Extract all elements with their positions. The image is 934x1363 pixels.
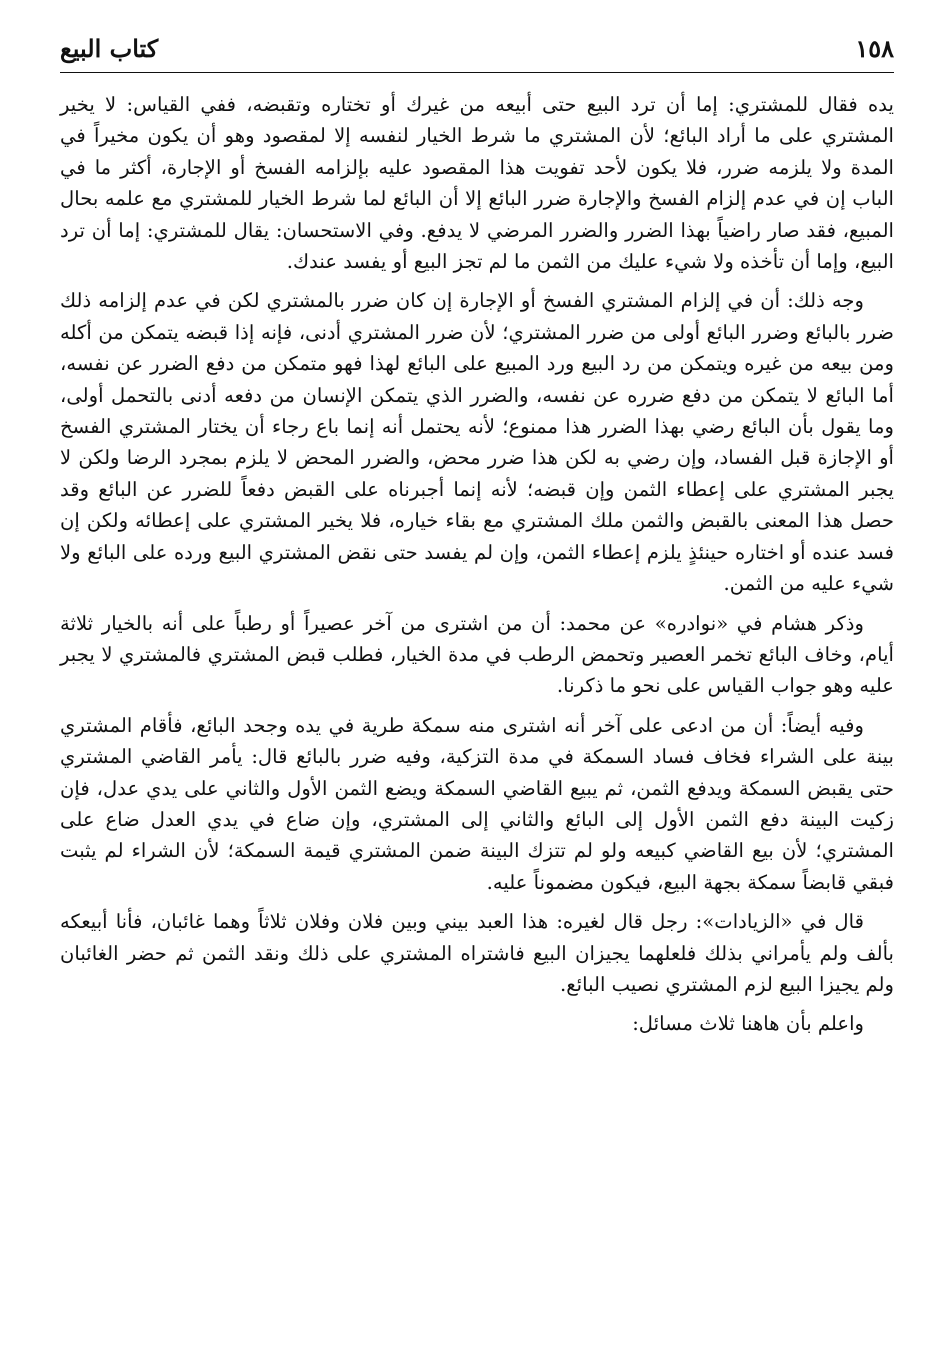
running-title: كتاب البيع [60,34,159,63]
paragraph-three-issues: واعلم بأن هاهنا ثلاث مسائل: [632,1012,864,1036]
paragraph-hisham-nawadir: وذكر هشام في «نوادره» عن محمد: أن من اشترى من آخر عصيراً أو رطباً على أنه بالخيار ثلاثة أيام، وخاف البائع تخمر العصير وتحمض الرطب في مدة الخيار، فطلب قبض المشتري فالمشتري لا يجبر عليه وهو جواب القياس على نحو ما ذكرنا. [60,611,894,698]
paragraph-ziyadat: قال في «الزيادات»: رجل قال لغيره: هذا العبد بيني وبين فلان وفلان ثلاثاً وهما غائبان، فأنا أبيعكه بألف ولم يأمراني بذلك فلعلهما يجيزان البيع فاشتراه المشتري على ذلك ونقد الثمن ثم حضر الغائبان ولم يجيزا البيع لزم المشتري نصيب البائع. [60,910,894,996]
paragraph-continuation: يده فقال للمشتري: إما أن ترد البيع حتى أبيعه من غيرك أو تختاره وتقبضه، ففي القياس: لا يخير المشتري على ما أراد البائع؛ لأن المشتري ما شرط الخيار لنفسه إلا لمقصود وهو أن يكون مخيراً في المدة ولا يلزمه ضرر، فلا يكون لأحد تفويت هذا المقصود عليه بإلزامه الفسخ أو الإجارة، أكثر ما في الباب إن في عدم إلزام الفسخ والإجارة ضرر البائع إلا أن البائع لما شرط الخيار للمشتري مع علمه بحال المبيع، فقد صار راضياً بهذا الضرر والضرر المرضي لا يدفع. وفي الاستحسان: يقال للمشتري: إما أن ترد البيع، وإما أن تأخذه ولا شيء عليك من الثمن ما لم تجز البيع أو يفسد عندك. [60,93,894,274]
page-number: ١٥٨ [855,34,894,63]
body-text [60,89,894,1040]
page-header [60,28,894,73]
book-page [60,28,894,1348]
paragraph-reasoning: وجه ذلك: أن في إلزام المشتري الفسخ أو الإجارة إن كان ضرر بالمشتري لكن في عدم إلزامه ذلك ضرر بالبائع وضرر البائع أولى من ضرر المشتري؛ لأن ضرر المشتري أدنى، فإنه إذا قبضه يتمكن من أكله ومن بيعه من غيره ويتمكن من رد البيع ورد المبيع على البائع لهذا فهو متمكن من دفع الضرر عن نفسه، أما البائع لا يتمكن من دفع ضرره عن نفسه، والضرر الذي يتمكن الإنسان من دفعه أدنى بالتحمل أولى، وما يقول بأن البائع رضي بهذا الضرر هذا ممنوع؛ لأنه يحتمل أنه إنما باع رجاء أن يختار المشتري الفسخ أو الإجازة قبل الفساد، وإن رضي به لكن هذا ضرر محض، والضرر المحض لا يلزم بمجرد الرضا ولكن لا يجبر المشتري على إعطاء الثمن وإن قبضه؛ لأنه إنما أجبرناه على القبض دفعاً للضرر عن البائع وقد حصل هذا المعنى بالقبض والثمن ملك المشتري مع بقاء خياره، فلا يخير المشتري على إعطائه ولكن إن فسد عنده أو اختاره حينئذٍ يلزم إعطاء الثمن، وإن لم يفسد حتى نقض المشتري البيع ورده على البائع ولا شيء عليه من الثمن. [60,289,894,596]
paragraph-fish-case: وفيه أيضاً: أن من ادعى على آخر أنه اشترى منه سمكة طرية في يده وجحد البائع، فأقام المشتري بينة على الشراء فخاف فساد السمكة في مدة التزكية، وفيه ضرر بالبائع قال: يأمر القاضي المشتري حتى يقبض السمكة ويدفع الثمن، ثم يبيع القاضي السمكة ويضع الثمن الأول والثاني على يدي عدل، فإن زكيت البينة دفع الثمن الأول إلى البائع والثاني إلى المشتري، وإن ضاع في يدي العدل ضاع على المشتري؛ لأن بيع القاضي كبيعه ولو لم تتزك البينة ضمن المشتري قيمة السمكة؛ لأن الشراء لم يثبت فبقي قابضاً سمكة بجهة البيع، فيكون مضموناً عليه. [60,713,894,894]
